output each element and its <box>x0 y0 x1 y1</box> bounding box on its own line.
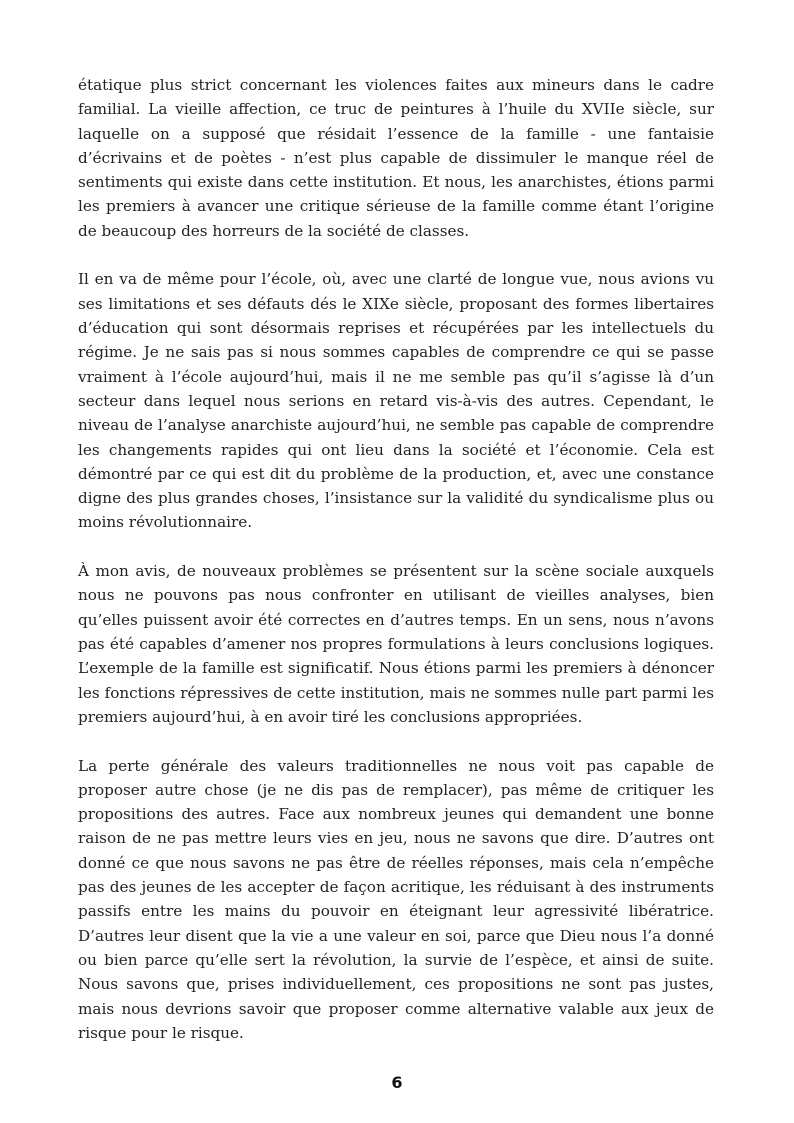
paragraph-2: Il en va de même pour l’école, où, avec une clarté de longue vue, nous avions vu ses limitations et ses défauts dés le XIXe siècle, proposant des formes libertaires d’éducation qui sont désormais reprises et récupérées par les intellectuels du régime. Je ne sais pas si nous sommes capables de comprendre ce qui se passe vraiment à l’école aujourd’hui, mais il ne me semble pas qu’il s’agisse là d’un secteur dans lequel nous serions en retard vis-à-vis des autres. Cependant, le niveau de l’analyse anarchiste aujourd’hui, ne semble pas capable de comprendre les changements rapides qui ont lieu dans la société et l’économie. Cela est démontré par ce qui est dit du problème de la production, et, avec une constance digne des plus grandes choses, l’insistance sur la validité du syndicalisme plus ou moins révolutionnaire. <box>78 270 714 532</box>
paragraph-3: À mon avis, de nouveaux problèmes se présentent sur la scène sociale auxquels nous ne pouvons pas nous confronter en utilisant de vieilles analyses, bien qu’elles puissent avoir été correctes en d’autres temps. En un sens, nous n’avons pas été capables d’amener nos propres formulations à leurs conclusions logiques. L’exemple de la famille est significatif. Nous étions parmi les premiers à dénoncer les fonctions répressives de cette institution, mais ne sommes nulle part parmi les premiers aujourd’hui, à en avoir tiré les conclusions appropriées. <box>78 562 714 726</box>
paragraph-4: La perte générale des valeurs traditionnelles ne nous voit pas capable de proposer autre chose (je ne dis pas de remplacer), pas même de critiquer les propositions des autres. Face aux nombreux jeunes qui demandent une bonne raison de ne pas mettre leurs vies en jeu, nous ne savons que dire. D’autres ont donné ce que nous savons ne pas être de réelles réponses, mais cela n’empêche pas des jeunes de les accepter de façon acritique, les réduisant à des instruments passifs entre les mains du pouvoir en éteignant leur agressivité libératrice. D’autres leur disent que la vie a une valeur en soi, parce que Dieu nous l’a donné ou bien parce qu’elle sert la révolution, la survie de l’espèce, et ainsi de suite. Nous savons que, prises individuellement, ces propositions ne sont pas justes, mais nous devrions savoir que proposer comme alternative valable aux jeux de risque pour le risque. <box>78 756 714 1042</box>
page-number: 6 <box>391 1073 403 1092</box>
paragraph-1: étatique plus strict concernant les violences faites aux mineurs dans le cadre familial. La vieille affection, ce truc de peintures à l’huile du XVIIe siècle, sur laquelle on a supposé que résidait l’essence de la famille - une fantaisie d’écrivains et de poètes - n’est plus capable de dissimuler le manque réel de sentiments qui existe dans cette institution. Et nous, les anarchistes, étions parmi les premiers à avancer une critique sérieuse de la famille comme étant l’origine de beaucoup des horreurs de la société de classes. <box>78 76 714 240</box>
body-text <box>78 73 714 1070</box>
